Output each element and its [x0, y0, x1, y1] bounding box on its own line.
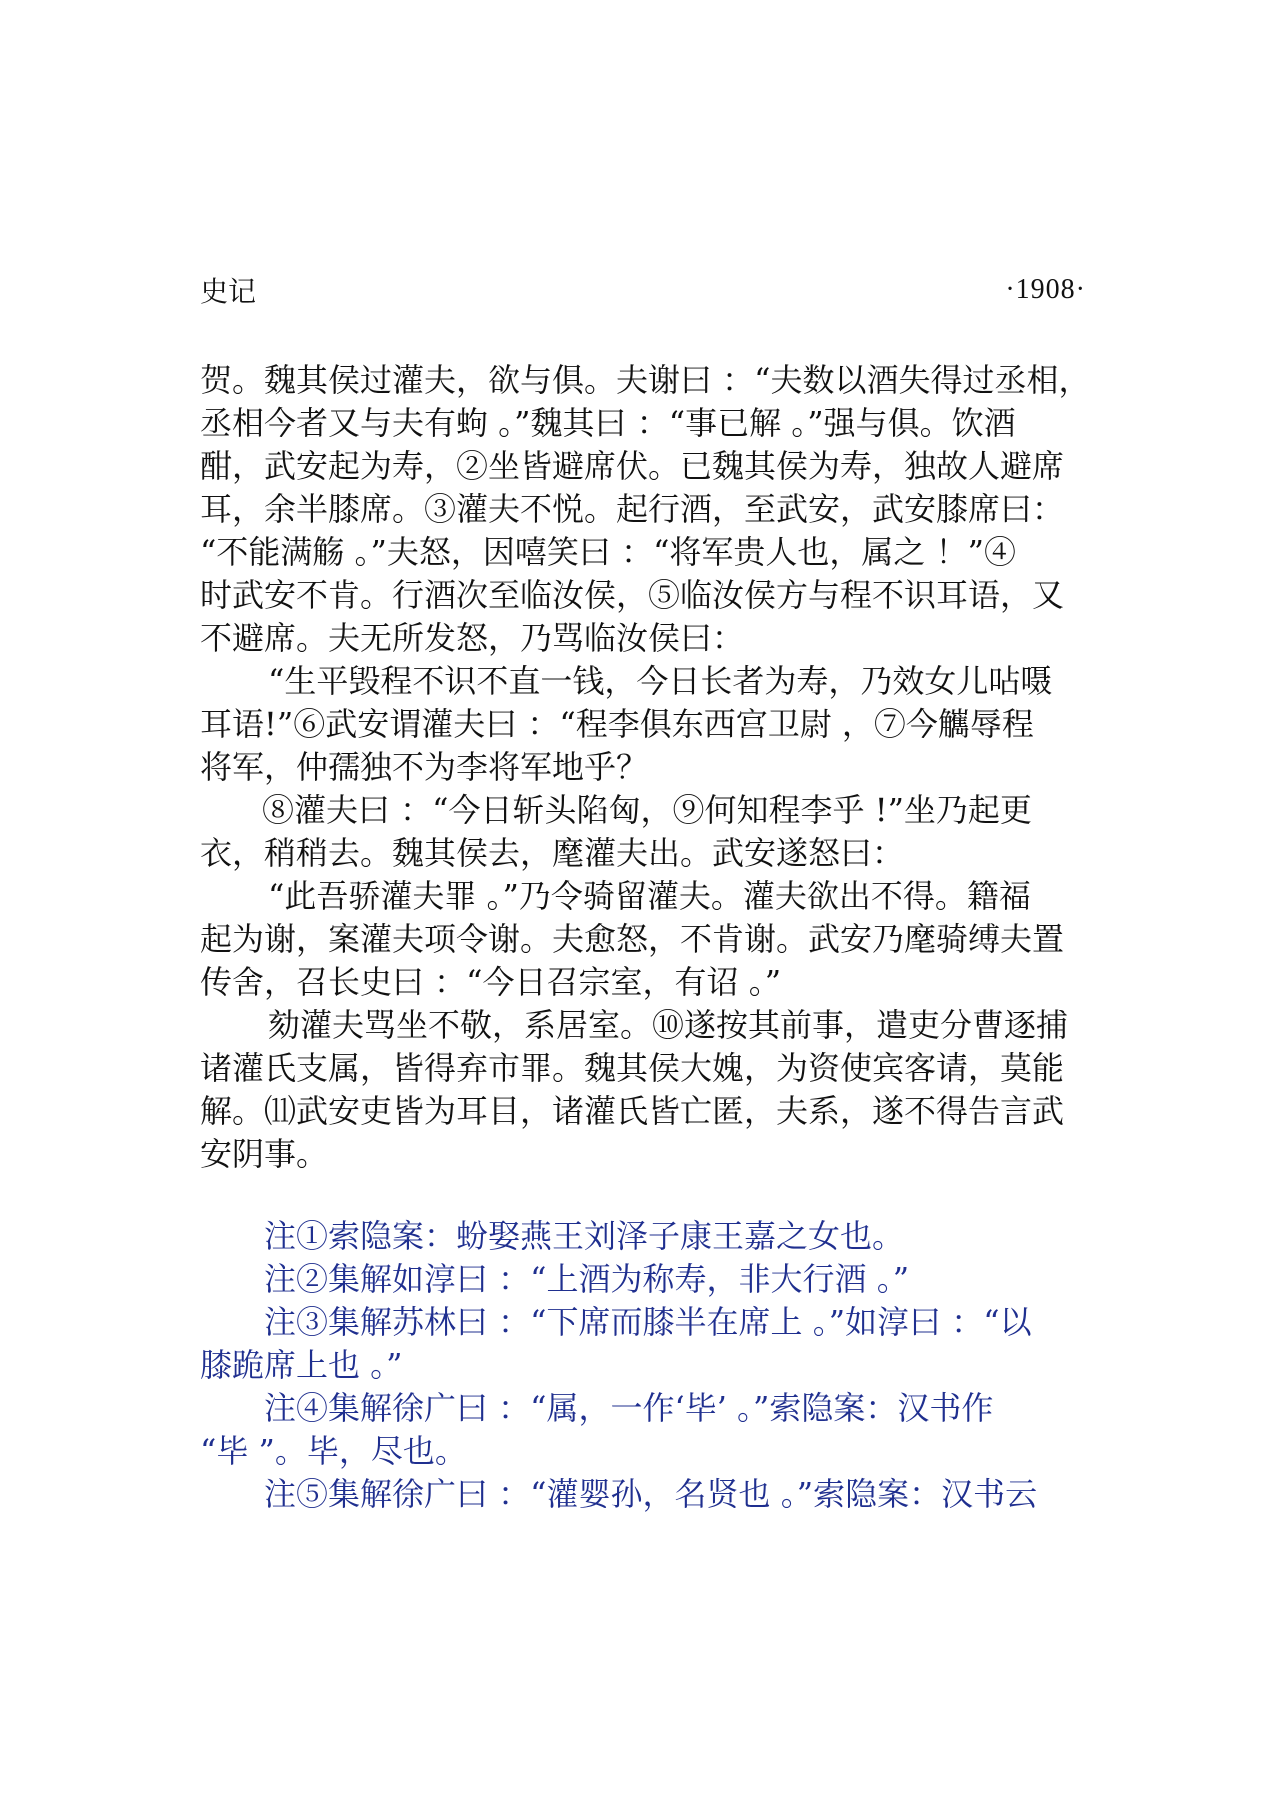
note-line: 注②集解如淳曰 ：“上酒为称寿，非大行酒 。” — [264, 1260, 910, 1298]
body-line: 耳语!”⑥武安谓灌夫曰 ：“程李俱东西宫卫尉 ，⑦今觽辱程 — [200, 705, 1034, 743]
page-header — [200, 268, 1086, 312]
note-line: 注④集解徐广曰 ：“属，一作‘毕’ 。”索隐案：汉书作 — [264, 1389, 994, 1427]
note-line: “毕 ”。毕，尽也。 — [200, 1432, 467, 1470]
body-line: ⑧灌夫曰 ：“今日斩头陷匈，⑨何知程李乎 !”坐乃起更 — [262, 791, 1032, 829]
body-line: 将军，仲孺独不为李将军地乎？ — [200, 748, 649, 786]
body-line: 诸灌氏支属，皆得弃市罪。魏其侯大媿，为资使宾客请，莫能 — [200, 1049, 1065, 1087]
body-line: 耳，余半膝席。③灌夫不悦。起行酒，至武安，武安膝席曰： — [200, 490, 1065, 528]
page-number: ·1908· — [1005, 274, 1086, 305]
body-line: “此吾骄灌夫罪 。”乃令骑留灌夫。灌夫欲出不得。籍福 — [268, 877, 1031, 915]
note-line: 注⑤集解徐广曰 ：“灌婴孙，名贤也 。”索隐案：汉书云 — [264, 1475, 1038, 1513]
body-line: 酣，武安起为寿，②坐皆避席伏。已魏其侯为寿，独故人避席 — [200, 447, 1065, 485]
body-line: 衣，稍稍去。魏其侯去，麾灌夫出。武安遂怒曰： — [200, 834, 905, 872]
body-line: 不避席。夫无所发怒，乃骂临汝侯曰： — [200, 619, 745, 657]
body-line: 丞相今者又与夫有蚼 。”魏其曰 ：“事已解 。”强与俱。饮酒 — [200, 404, 1016, 442]
body-line: 时武安不肯。行酒次至临汝侯，⑤临汝侯方与程不识耳语，又 — [200, 576, 1065, 614]
book-title: 史记 — [200, 275, 257, 308]
body-line: 起为谢，案灌夫项令谢。夫愈怒，不肯谢。武安乃麾骑缚夫置 — [200, 920, 1065, 958]
note-line: 注①索隐案：蚡娶燕王刘泽子康王嘉之女也。 — [264, 1217, 905, 1255]
body-line: 解。⑾武安吏皆为耳目，诸灌氏皆亡匿，夫系，遂不得告言武 — [200, 1092, 1065, 1130]
body-line: 劾灌夫骂坐不敬，系居室。⑩遂按其前事，遣吏分曹逐捕 — [268, 1006, 1069, 1044]
body-line: 贺。魏其侯过灌夫，欲与俱。夫谢曰 ：“夫数以酒失得过丞相， — [200, 361, 1091, 399]
note-line: 膝跪席上也 。” — [200, 1346, 403, 1384]
body-line: “生平毁程不识不直一钱，今日长者为寿，乃效女儿呫嗫 — [268, 662, 1053, 700]
note-line: 注③集解苏林曰 ：“下席而膝半在席上 。”如淳曰 ：“以 — [264, 1303, 1032, 1341]
body-line: 传舍，召长史曰 ：“今日召宗室，有诏 。” — [200, 963, 782, 1001]
body-line: “不能满觞 。”夫怒，因嘻笑曰 ：“将军贵人也，属之 ！”④ — [200, 533, 1016, 571]
body-line: 安阴事。 — [200, 1135, 329, 1173]
